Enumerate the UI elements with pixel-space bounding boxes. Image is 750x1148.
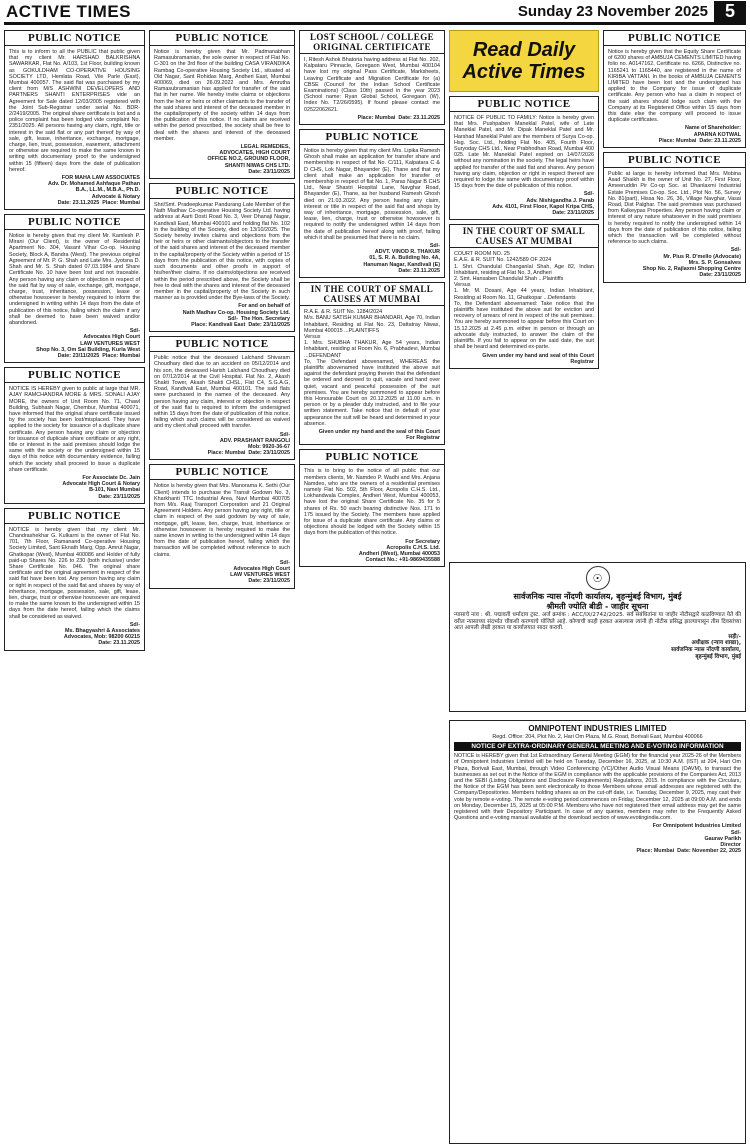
notice-heading: PUBLIC NOTICE <box>150 184 294 199</box>
hindi-notice-body: न्यासाचे नाव : श्री. पद्मावती धर्मादाय ट्रस्ट. अर्ज क्रमांक : ACC/IX/2742/2025. सर्व संबंधितांना या जाहीर नोटीसद्वारे कळविण्यात येते की वरील न्यासाच्या संदर्भात चौकशी करण्याचे योजिले आहे. कोणाची काही हरकत असल्यास त्यांनी ही नोटीस प्रसिद्ध झाल्यापासून तीस दिवसांच्या आत आपली लेखी हरकत या कार्यालयात सादर करावी. <box>454 612 743 632</box>
omni-body: NOTICE is HEREBY given that 1st Extraordinary General Meeting (EGM) for the financial year 2025-26 of the Members of Omnipotent Industries Limited will be held on Tuesday, December 16, 2025, at 10:30 A.M. (IST) at 204, Hari Om Plaza, Borivali East, Mumbai, through Video Conferencing (VC)/Other Audio Visual Means (OAVM), to transact the businesses as set out in the Notice of the EGM in compliance with the applicable provisions of the Companies Act, 2013 and the SEBI (Listing Obligations and Disclosure Requirements) Regulations, 2015. In compliance with the Circulars, the Notice of the EGM has been sent electronically to those Members whose email addresses are registered with the Company/Depositories. Members holding shares as on the cut-off date, i.e. Tuesday, December 9, 2025, may cast their vote by remote e-voting. The remote e-voting period commences on Friday, December 12, 2025 at 09:00 A.M. and ends on Monday, December 15, 2025 at 05:00 P.M. Members who have not registered their email address may get the same registered with their Depository Participant. In case of any queries, members may refer to the Frequently Asked Questions and e-voting manual available at the download section of www.evotingindia.com. <box>454 753 743 822</box>
notice-body: NOTICE OF PUBLIC TO FAMILY: Notice is hereby given that Mrs. Pushpaben Maneklal Patel, wife of Late Maneklal Patel, and Mr. Dipak Maneklal Patel and Mr. Harshad Maneklal Patel are the members of Surya Co-op. Hsg. Soc. Ltd., holding Flat No. 405, Fourth Floor, Suryoday CHS Ltd., Near Prabhodhan Road, Mumbai 400 025. Late Mr. Maneklal Patel expired on 14/07/2026 without any nomination in the society. The legal heirs have applied for transfer of the said flat and shares. Any person having any claim, objection or right in respect thereof are required to lodge the same with documentary proof within 15 days from the date of publication of this notice. <box>454 115 596 190</box>
hindi-notice-signature: सही/- अधीक्षक (न्याय शाखा), सार्वजनिक न्यास नोंदणी कार्यालय, बृहन्मुंबई विभाग, मुंबई <box>671 633 741 660</box>
notice-body: I, Ritesh Ashok Bhatoria having address at Flat No. 202, Kalpataru Pinnacle, Goregaon West, Mumbai 400104 have lost my original Pass Certificate, Marksheets, Leaving Certificate and Migration Certificate for (a) CBSE (Council for the Indian School Certificate Examinations) (Class 10th) passed in the year 2023 (School name: Ryan Global School, Goregaon (W), Index No. T2/26/0595). If found please contact me 02522062621. <box>304 57 442 113</box>
notice-col1-2 <box>4 367 145 504</box>
notice-heading: PUBLIC NOTICE <box>450 97 598 112</box>
notice-body: Notice is hereby given that Mrs. Manorama K. Sethi (Our Client) intends to purchase the Transit Godown No. 3, Kharkhanti TTC Industrial Area, Navi Mumbai 400705 from M/s. Raaj Transport Corporation and 21 Original Agreement Holders. Any person having any right, title or claim in respect of the said godown by way of sale, mortgage, gift, lease, lien, charge, trust, inheritance or otherwise howsoever is hereby required to make the same known in writing to the undersigned within 14 days from the date of publication hereof, failing which the transaction will be completed without reference to such claims. <box>154 483 292 558</box>
notice-col5-1 <box>603 152 746 282</box>
notice-signature: For and on behalf of Nath Madhav Co-op. Housing Society Ltd. Sd/- The Hon. Secretary Place: Kandivali East Date: 23/11/2025 <box>182 303 290 328</box>
notice-body: Notice is hereby given that my client Mrs. Lipika Ramesh Ghosh shall make an application for transfer share and membership in respect of flat No. C/111, Kalpatara C & D CHS, Lok Nagar, Bhayander (E), Thane and that my client shall make an application for transfer of membership in respect of flat No. 1, Paras Nagar B CHS Ltd., Near Shastri Hospital Lane, Navghar Road, Bhayander (E), Thane, as her husband Ramesh Ghosh died on 21.03.2022. Any person having any claim, interest or title in respect of the said flat and shops by way of inheritance, mortgage, possession, sale, gift, lease, lien, charge, trust or otherwise howsoever is required to notify the undersigned within 14 days from the date of publication hereof along with proof, failing which it shall be presumed that there is no claim. <box>304 148 442 241</box>
notice-col3-2 <box>299 282 445 445</box>
notice-signature: Sd/- Mr. Pius R. D'mello (Advocate) Mrs. S. P. Gonsalves Shop No. 2, Rajlaxmi Shopping Centre Date: 23/11/2025 <box>642 247 741 279</box>
hindi-notice-sub: श्रीमती ज्योति बीडी - जाहीर सूचना <box>546 602 649 611</box>
notice-heading: PUBLIC NOTICE <box>604 31 745 46</box>
notice-body: NOTICE IS HEREBY given to public at large that MR. AJAY RAMCHANDRA MORE & MRS. SONALI AJAY MORE, the owners of Unit Room No. 71, Chawl Building, Subhash Nagar, Chembur, Mumbai 400071, have informed that the original share certificate issued by the society has been lost/misplaced. They have applied to the society for issuance of a duplicate share certificate. Any person having any claim or objection for issuance of duplicate share certificate or any right, title or interest in the said premises should lodge the same with the society or the undersigned within 15 days of this notice with documentary evidence, failing which the society shall proceed to issue a duplicate share certificate. <box>9 386 142 473</box>
omni-banner: NOTICE OF EXTRA-ORDINARY GENERAL MEETING AND E-VOTING INFORMATION <box>454 742 741 751</box>
notice-col1-3 <box>4 508 145 651</box>
notice-col1-0 <box>4 30 145 210</box>
notice-heading: PUBLIC NOTICE <box>5 509 144 524</box>
notice-body: Public notice that the deceased Lalchand Shivaram Choudhary died due to an accident on 05/12/2014 and his son, the deceased Harish Lalchand Choudhary died on 07/12/2014 at the Civil Hospital. Flat No. 2, Akash Shakti Tower, Akash Shakti CHSL, Flat C4, S.G.A.G, Road, Kandivali East, Mumbai 400101. The said flats were purchased in the names of the deceased. Any person having any claim, interest or objection in respect of the said flat is required to inform the undersigned within 15 days from the date of publication of this notice, failing which such claims will be considered as waived and my client shall proceed with transfer. <box>154 355 292 430</box>
column-3 <box>299 30 445 1148</box>
notice-col2-0 <box>149 30 295 179</box>
notice-signature: LEGAL REMEDIES, ADVOCATES, HIGH COURT OFFICE NO.2, GROUND FLOOR, SHANTI NIWAS CHS LTD. Date: 23/11/2025 <box>207 144 290 175</box>
notice-signature: Sd/- ADVT. VINOD R. THAKUR 01, S. R. A. Building No. 4A, Hanuman Nagar, Kandivali (E) Date: 23.11.2025 <box>363 243 440 274</box>
notice-signature: Given under my hand and the seal of this Court For Registrar <box>318 428 440 442</box>
notice-col1-1 <box>4 214 145 363</box>
notice-col2-2 <box>149 336 295 460</box>
omni-address: Regd. Office: 204, Plot No. 2, Hari Om Plaza, M.G. Road, Borivali East, Mumbai 400066 <box>492 734 703 740</box>
notice-body: Notice is hereby given that my client Mr. Kamlesh P. Mirani (Our Client), is the owner of Residential Apartment No. 304, Vasant Vihar Co-op. Housing Society, Block A, Bandra (West). The previous original Agreement of Mr. P. G. Shah and Late Mrs. Jyotsna D. Shah and Mr. S. Shah dated 07.03.1984 and Share Certificate No. 10 have been lost and not traceable. Any person having any claim or objection in respect of the said flat by way of sale, exchange, gift, mortgage, charge, trust, inheritance, possession, lease or otherwise howsoever is hereby required to inform the undersigned in writing within 14 days from the date of publication of this notice, failing which the claim if any shall be deemed to have been waived and/or abandoned. <box>9 233 142 326</box>
omni-signature: For Omnipotent Industries Limited Sd/- Gaurav Parikh Director Place: Mumbai Date: November 22, 2025 <box>636 823 741 855</box>
omni-notice <box>449 720 746 1144</box>
hindi-notice <box>449 562 746 718</box>
notice-col3-0 <box>299 30 445 125</box>
notice-signature: Name of Shareholder: APARNA KOTWAL Place: Mumbai Date: 23.11.2025 <box>658 125 741 144</box>
column-4 <box>449 30 599 558</box>
notice-signature: Sd/- Adv. Nishigandha J. Parab Adv. 4101, First Floor, Kapol Kripa CHS, Date: 23/11/2025 <box>492 191 594 217</box>
notice-signature: Sd/- ADV. PRASHANT RANGOLI Mob: 9920-36-67 Place: Mumbai Date: 23/11/2025 <box>207 431 290 457</box>
notice-signature: FOR MAHA LAW ASSOCIATES Adv. Dr. Mohamed Ashfaque Pathan B.A., LL.M., M.B.A., Ph.D. Advocate & Notary Date: 23.11.2025 Place: Mumbai <box>48 175 140 206</box>
notice-body: This is to bring to the notice of all public that our members clients, Mr. Namdeo P. Wadhi and Mrs. Anjana Namdeo, who are the owners of a residential premises namely Flat No. 502, 5th Floor, Acropolis C.H.S. Ltd., Lokhandwala Complex, Andheri West, Mumbai 400053, have lost the original Share Certificate No. 35 for 5 shares of Rs. 50 each bearing distinctive Nos. 171 to 175 issued by the Society. The members have applied for issue of a duplicate share certificate. Any claims or objections should be lodged with the Society within 15 days from the publication of this notice. <box>304 468 442 537</box>
column-5 <box>603 30 746 558</box>
notice-col4-2 <box>449 224 599 369</box>
notice-signature: Sd/- Advocates High Court LAW VENTURES WEST Shop No. 3, Om Sai Building, Kurla West Date: 23/11/2025 Place: Mumbai <box>36 328 140 359</box>
notice-body: NOTICE is hereby given that my client Mr. Chandrashekhar G. Kulkarni is the owner of Flat No. 701, 7th Floor, Ramanand Co-operative Housing Society Limited, Sant Eknath Marg, Opp. Amrut Nagar, Ghatkopar (West), Mumbai 400086 and Holder of fully paid-up Shares No. 226 to 230 (both inclusive) under Share Certificate No. 046. The original share certificate and the original agreement in respect of the said flat have been lost. Any person having any claim or right in respect of the said flat and shares by way of inheritance, mortgage, possession, sale, gift, lease, lien, charge, trust or otherwise howsoever are required to make the same known to the undersigned within 15 days from the date hereof, failing which the claims shall be considered as waived. <box>9 526 142 620</box>
hindi-notice-head: सार्वजनिक न्यास नोंदणी कार्यालय, बृहन्मुंबई विभाग, मुंबई <box>513 592 682 601</box>
masthead-rule <box>4 22 746 25</box>
notice-col3-1 <box>299 129 445 278</box>
notice-body: This is to inform to all the PUBLIC that public given that my client Mr. HARSHAD BALKRISHNA SAWARKAR, Flat No. A/103, 1st Floor, building known as GOKULDHAM CO-OPERATIVE HOUSING SOCIETY LTD, Hemlata Road, Vile Parle (East), Mumbai 400057. The said flat was purchased by my client from M/S ASHWINI DEVELOPERS AND PARTNERS SHANTI ENTERPRISES vide an Agreement for Sale dated 12/03/2005 registered with the Joint Sub-Registrar under serial No. BDR-2/2419/2005. The original share certificate is lost and a police complaint has been lodged vide complaint No. 2351/2025. All persons having any claim, right, title or interest in the said flat or any part thereof by way of sale, gift, lease, inheritance, exchange, mortgage, charge, lien, trust, possession, easement, attachment or otherwise are required to make the same known in writing with documentary proof to the undersigned within 15 (fifteen) days from the date of publication hereof. <box>9 49 142 173</box>
notice-signature: For Secretary Acropolis C.H.S. Ltd. Andheri (West), Mumbai 400053 Contact No.: +91-9869435588 <box>358 538 440 564</box>
notice-heading: PUBLIC NOTICE <box>5 368 144 383</box>
notice-signature: Place: Mumbai Date: 23.11.2025 <box>357 114 440 121</box>
notice-col4-1 <box>449 96 599 220</box>
page-number: 5 <box>714 1 746 22</box>
notice-col3-3 <box>299 449 445 567</box>
notice-col2-3 <box>149 464 295 588</box>
masthead <box>0 0 750 22</box>
notice-body: R.A.E. & R. SUIT No. 1284/2024 M/s. BANU SATISH KUMAR BHANDARI, Age 70, Indian Inhabitant, Residing at Flat No. 23, Dattatray Niwas, Mumbai 400015 ...PLAINTIFFS Versus 1. Mrs. SHUBHA THAKUR, Age 54 years, Indian Inhabitant, residing at Room No. 6, Prabhadevi, Mumbai ...DEFENDANT To, The Defendant abovenamed, WHEREAS the plaintiffs abovenamed have instituted the above suit against the defendant praying therein that the defendant be ordered and decreed to quit, vacate and hand over quiet, vacant and peaceful possession of the suit premises. You are hereby summoned to appear before this Honourable Court on 20.12.2025 at 11.00 a.m. in person or by a pleader duly instructed, and to file your written statement. Take notice that in default of your appearance the suit will be heard and determined in your absence. <box>304 309 440 427</box>
notice-heading: PUBLIC NOTICE <box>150 31 294 46</box>
notice-col5-0 <box>603 30 746 148</box>
notice-heading: PUBLIC NOTICE <box>604 153 745 168</box>
notice-signature: Sd/- Advocates High Court LAW VENTURES WEST Date: 23/11/2025 <box>230 559 290 585</box>
notice-heading: PUBLIC NOTICE <box>5 31 144 46</box>
column-1 <box>4 30 145 1148</box>
notice-heading: PUBLIC NOTICE <box>150 337 294 352</box>
notice-signature: Given under my hand and seal of this Court Registrar <box>482 352 594 365</box>
notice-body: Shri/Smt. Pradeepkumar Pandurang Late Member of the Nath Madhav Co-operative Housing Society Ltd. having address at Aarti Dosti Road No. 3, Veer Dhanaji Nagar, Kandivali East, Mumbai 400101 and holding flat No. 102 in the building of the Society, died on 13/10/2025. The Society hereby invites claims and objections from the heir or heirs or other claimants/objectors to the transfer of the said shares and interest of the deceased member in the capital/property of the Society within a period of 15 days from the publication of this notice, with copies of such documents and other proofs in support of his/her/their claims. If no claims/objections are received within the period prescribed above, the Society shall be free to deal with the shares and interest of the deceased member in the capital/property of the Society in such manner as is provided under the Bye-laws of the Society. <box>154 202 292 302</box>
notice-body: Public at large is hereby informed that Mrs. Mobina Asad Shaikh is the owner of Unit No. 27, First Floor, Ameeruddin Pir Co-op Soc. at Dhanlaxmi Industrial Estate Premises Co-op. Soc. Ltd., Plot No. 56, Survey No. 81(part), Hissa No. 26, 36, Village Navghar, Vasai Road, Dist Palghar. The said premises was purchased from Kalkeypas Properties. Any person having claim or interest of any nature whatsoever in the said premises is hereby required to notify the undersigned within 14 days from the date of publication of this notice, failing which the transaction will be completed without reference to such claims. <box>608 171 743 246</box>
notice-body: Notice is hereby given that the Equity Share Certificate of 6200 shares of AMBUJA CEMENTS LIMITED having folio no. A0147162, Certificate no. 6266, Distinctive no. 1165241 to 1165440, are registered in the name of KIRIBA VATTANI. In the books of AMBUJA CEMENTS LIMITED have been lost and the undersigned has applied to the Company for issue of duplicate certificate. Any person who has a claim in respect of the said shares should lodge such claim with the Company at its Registered Office within 15 days from this date else the company will proceed to issue duplicate certificates. <box>608 49 743 124</box>
notice-signature: For Associate Dc. Jain Advocate High Court & Notary B-101, Navi Mumbai Date: 23/11/2025 <box>62 474 140 500</box>
notice-heading: PUBLIC NOTICE <box>300 130 444 145</box>
emblem-icon: ☉ <box>586 566 610 590</box>
notice-body: Notice is hereby given that Mr. Padmanabhan Ramasubramanian, the sole owner in respect of Flat No. C-301 on the 3rd floor of the building CASA VIRANDIKA Rambag Co-operative Housing Society Ltd., situated at Old Nagar, Sant Rohidas Marg, Andheri East, Mumbai 400069, died on 26.09.2022 and Mrs. Amrutha Ramasubramanian has applied for transfer of the said flat in her name. We hereby invite claims or objections from the heir or heirs or other claimants to the transfer of the said shares and interest of the deceased member in the capital/property of the society within 14 days from the publication of this notice. If no claims are received within the period prescribed, the society shall be free to deal with the shares and interest of the deceased member. <box>154 49 292 142</box>
read-daily-promo: Read Daily Active Times <box>449 30 599 92</box>
notice-heading: PUBLIC NOTICE <box>150 465 294 480</box>
notice-heading: LOST SCHOOL / COLLEGE ORIGINAL CERTIFICATE <box>300 31 444 54</box>
notice-heading: IN THE COURT OF SMALL CAUSES AT MUMBAI <box>450 225 598 248</box>
omni-title: OMNIPOTENT INDUSTRIES LIMITED <box>528 724 667 733</box>
notice-heading: IN THE COURT OF SMALL CAUSES AT MUMBAI <box>300 283 444 306</box>
masthead-date: Sunday 23 November 2025 <box>517 3 708 20</box>
notice-heading: PUBLIC NOTICE <box>5 215 144 230</box>
notice-heading: PUBLIC NOTICE <box>300 450 444 465</box>
masthead-title: ACTIVE TIMES <box>6 2 132 21</box>
notice-col2-1 <box>149 183 295 332</box>
column-2 <box>149 30 295 1148</box>
notice-signature: Sd/- Ms. Bhagyashri & Associates Advocates, Mob: 98200 60215 Date: 23.11.2025 <box>63 621 140 647</box>
notice-body: COURT ROOM NO. 25 E.A.E. & R. SUIT No. 1242/589 OF 2024 1. Shri. Chandulal Changanlal Shah, Age 82, Indian Inhabitant, residing at Flat No. 3, Andheri 2. Smt. Hansaben Chandulal Shah ...Plaintiffs Versus 1. Mr. M. Dosani, Age 44 years, Indian Inhabitant, Residing at Room No. 11, Ghatkopar ...Defendants To, the Defendant abovenamed: Take notice that the plaintiffs have instituted the above suit for eviction and recovery of arrears of rent in respect of the suit premises. You are hereby summoned to appear before this Court on 15.12.2025 at 2.45 p.m. either in person or through an advocate duly instructed, to answer the claim of the plaintiffs. If you fail to appear on the said date, the suit shall be heard and determined ex-parte. <box>454 251 594 351</box>
